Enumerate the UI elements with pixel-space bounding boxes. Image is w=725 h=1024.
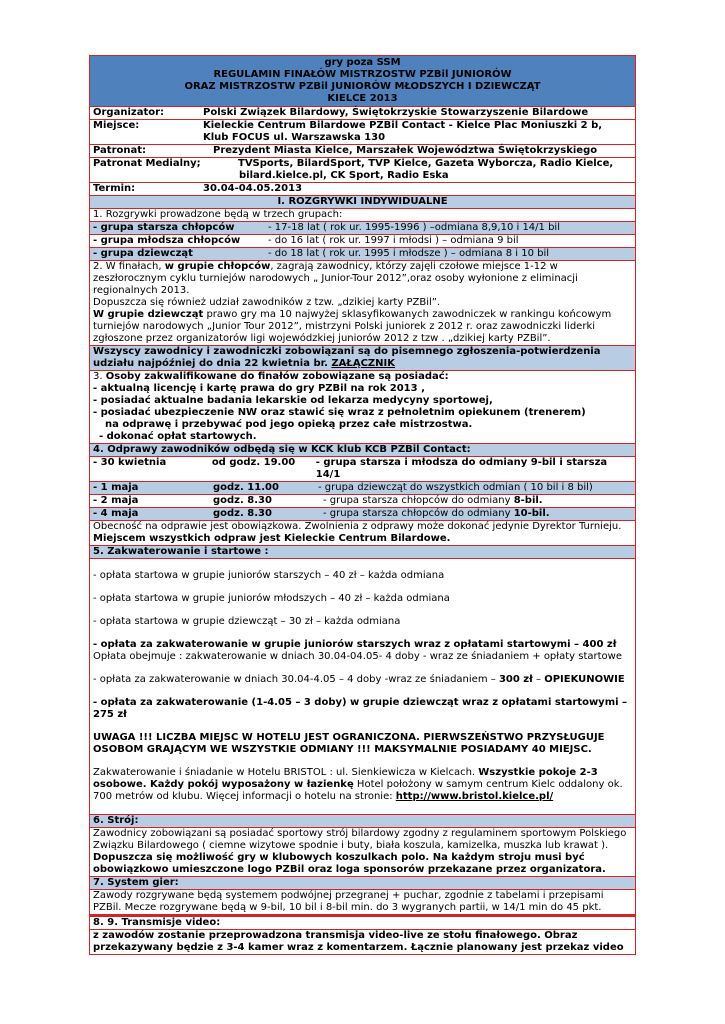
group-desc: - do 16 lat ( rok ur. 1997 i młodsi ) – odmiana 9 bil xyxy=(268,235,519,246)
media-patron-row xyxy=(89,158,636,183)
briefing-row xyxy=(89,508,636,521)
section-1-paragraph-2 xyxy=(89,261,636,346)
text: , zagrają zawodnicy, którzy zajęli czołowe miejsce 1-12 w zeszłorocznym cyklu turniejów narodowych „ Junior-Tour 2012”,oraz osoby wyłonione z eliminacji regionalnych 2013. xyxy=(93,261,578,296)
section-1-paragraph-3 xyxy=(89,371,636,444)
briefing-desc: 10-bil. xyxy=(513,508,550,519)
group-row xyxy=(89,248,636,261)
header-line-1: gry poza SSM xyxy=(324,57,401,68)
text: Wszystkie pokoje 2-3 osobowe. Każdy pokój wyposażony w łazienkę xyxy=(93,767,598,790)
organizer-label: Organizator: xyxy=(93,107,165,118)
regulations-document xyxy=(89,55,636,955)
warning-text: UWAGA !!! LICZBA MIEJSC W HOTELU JEST OGRANICZONA. PIERWSZEŃSTWO PRZYSŁUGUJE OSOBOM GRAJĄCYM WE WSZYSTKIE ODMIANY !!! MAKSYMALNIE POSIADAMY 40 MIEJSC. xyxy=(93,732,605,755)
text: w grupie chłopców xyxy=(164,261,271,272)
briefing-time: od godz. 19.00 xyxy=(211,457,296,468)
text: prawo gry ma 10 najwyżej sklasyfikowanych zawodniczek w rankingu końcowym turniejów narodowych „Junior Tour 2012”, mistrzyni Polski juniorek z 2012 r. oraz zawodniczki liderki zgłoszone przez organizatorów ligi wojewódzkiej juniorów 2012 z tzw . „dzikiej karty PZBil”. xyxy=(93,309,612,344)
text: - opłata za zakwaterowanie w dniach 30.04-4.05 – 4 doby -wraz ze śniadaniem – xyxy=(93,674,499,685)
accommodation-line: - opłata za zakwaterowanie (1-4.05 – 3 doby) w grupie dziewcząt wraz z opłatami startowymi – 275 zł xyxy=(93,697,628,720)
group-name: - grupa młodsza chłopców xyxy=(93,235,241,246)
place-row xyxy=(89,120,636,145)
text: Obecność na odprawie jest obowiązkowa. Zwolnienia z odprawy może dokonać jedynie Dyrektor Turnieju. xyxy=(93,521,622,532)
briefing-row xyxy=(89,482,636,495)
text: 300 zł xyxy=(498,674,533,685)
briefing-desc: - grupa dziewcząt do wszystkich odmian ( 10 bil i 8 bil) xyxy=(318,482,593,493)
list-item: na odprawę i przebywać pod jego opieką przez całe mistrzostwa. xyxy=(105,419,473,430)
text: 3. xyxy=(93,371,106,382)
patron-row xyxy=(89,145,636,158)
group-row xyxy=(89,222,636,235)
list-item: - posiadać aktualne badania lekarskie od lekarza medycyny sportowej, xyxy=(93,395,493,406)
organizer-row xyxy=(89,107,636,120)
briefing-time: godz. 11.00 xyxy=(213,482,279,493)
briefing-desc: 8-bil. xyxy=(513,495,543,506)
text: Zakwaterowanie i śniadanie w Hotelu BRISTOL : ul. Sienkiewicza w Kielcach. xyxy=(93,767,479,778)
hotel-link[interactable]: http://www.bristol.kielce.pl/ xyxy=(395,791,554,802)
fee-line: - opłata startowa w grupie dziewcząt – 30 zł – każda odmiana xyxy=(93,616,401,627)
term-value: 30.04-04.05.2013 xyxy=(203,183,303,194)
text: W grupie dziewcząt xyxy=(93,309,204,320)
briefing-desc: - grupa starsza chłopców do odmiany xyxy=(323,495,514,506)
section-1-title: I. ROZGRYWKI INDYWIDUALNE xyxy=(89,196,636,209)
group-name: - grupa starsza chłopców xyxy=(93,222,235,233)
registration-notice xyxy=(89,346,636,371)
text: 2. W finałach, xyxy=(93,261,165,272)
group-desc: - 17-18 lat ( rok ur. 1995-1996 ) –odmiana 8,9,10 i 14/1 bil xyxy=(268,222,560,233)
section-5-title: 5. Zakwaterowanie i startowe : xyxy=(89,546,636,559)
header-line-3: ORAZ MISTRZOSTW PZBil JUNIORÓW MŁODSZYCH I DZIEWCZĄT xyxy=(184,81,541,92)
briefing-desc: - grupa starsza chłopców do odmiany xyxy=(323,508,514,519)
media-label: Patronat Medialny; xyxy=(93,158,201,169)
header-line-2: REGULAMIN FINAŁÓW MISTRZOSTW PZBil JUNIORÓW xyxy=(213,69,512,80)
place-value-2: Klub FOCUS ul. Warszawska 130 xyxy=(203,132,386,143)
briefing-date: - 2 maja xyxy=(93,495,139,506)
section-8-body: z zawodów zostanie przeprowadzona transmisja video-live ze stołu finałowego. Obraz przekazywany będzie z 3-4 kamer wraz z komentarzem. Łącznie planowany jest przekaz video xyxy=(89,930,636,955)
accommodation-line: - opłata za zakwaterowanie w grupie juniorów starszych wraz z opłatami startowymi – 400 zł xyxy=(93,639,617,650)
text: Wszyscy zawodnicy i zawodniczki zobowiązani są do pisemnego zgłoszenia-potwierdzenia udziału najpóźniej do dnia 22 kwietnia br. xyxy=(93,346,601,369)
group-desc: - do 18 lat ( rok ur. 1995 i młodsze ) – odmiana 8 i 10 bil xyxy=(268,248,550,259)
group-row xyxy=(89,235,636,248)
media-value-1: TVSports, BilardSport, TVP Kielce, Gazeta Wyborcza, Radio Kielce, xyxy=(238,158,614,169)
text: Hotel położony w samym centrum Kielc oddalony ok. 700 metrów od klubu. Więcej informacji o hotelu na stronie: xyxy=(93,779,623,802)
fee-line: - opłata startowa w grupie juniorów starszych – 40 zł – każda odmiana xyxy=(93,570,445,581)
text: Dopuszcza się możliwość gry w klubowych koszulkach polo. Na każdym stroju musi być obowiązkowo umieszczone logo PZBil oraz loga sponsorów przekazane przez organizatora. xyxy=(93,852,606,875)
briefing-date: - 30 kwietnia xyxy=(93,457,167,468)
text: OPIEKUNOWIE xyxy=(544,674,625,685)
text: Osoby zakwalifikowane do finałów zobowiązane są posiadać: xyxy=(105,371,449,382)
place-value-1: Kieleckie Centrum Bilardowe PZBil Contact - Kielce Plac Moniuszki 2 b, xyxy=(203,120,603,131)
text: Zawodnicy zobowiązani są posiadać sportowy strój bilardowy zgodny z regulaminem sportowym Polskiego Związku Bilardowego ( ciemne wizytowe spodnie i buty, biała koszula, kamizelka, muszka lub krawat ). xyxy=(93,828,627,851)
document-header xyxy=(89,55,636,107)
text: Dopuszcza się również udział zawodników z tzw. „dzikiej karty PZBil”. xyxy=(93,297,441,308)
media-value-2: bilard.kielce.pl, CK Sport, Radio Eska xyxy=(239,170,449,181)
section-1-intro: 1. Rozgrywki prowadzone będą w trzech grupach: xyxy=(89,209,636,222)
accommodation-line xyxy=(93,674,632,686)
term-label: Termin: xyxy=(93,183,136,194)
header-line-4: KIELCE 2013 xyxy=(327,93,398,104)
hotel-info xyxy=(93,767,632,803)
briefing-date: - 4 maja xyxy=(93,508,139,519)
briefing-time: godz. 8.30 xyxy=(213,495,272,506)
patron-value: Prezydent Miasta Kielce, Marszałek Województwa Świętokrzyskiego xyxy=(213,145,598,156)
list-item: - dokonać opłat startowych. xyxy=(99,431,257,442)
section-6-title: 6. Strój: xyxy=(89,815,636,828)
briefing-note xyxy=(89,521,636,546)
briefing-row xyxy=(89,457,636,482)
list-item: - aktualną licencję i kartę prawa do gry PZBil na rok 2013 , xyxy=(93,383,425,394)
text: – xyxy=(532,674,545,685)
briefing-desc: - grupa starsza i młodsza do odmiany 9-bil i starsza 14/1 xyxy=(315,457,608,480)
list-item: - posiadać ubezpieczenie NW oraz stawić się wraz z pełnoletnim opiekunem (trenerem) xyxy=(93,407,586,418)
briefing-time: godz. 8.30 xyxy=(213,508,272,519)
briefing-date: - 1 maja xyxy=(93,482,139,493)
attachment-link[interactable]: ZAŁĄCZNIK xyxy=(331,358,396,369)
term-row xyxy=(89,183,636,196)
section-5-body xyxy=(89,559,636,815)
place-label: Miejsce: xyxy=(93,120,140,131)
briefing-row xyxy=(89,495,636,508)
text: Miejscem wszystkich odpraw jest Kieleckie Centrum Bilardowe. xyxy=(93,533,451,544)
section-8-title: 8. 9. Transmisje video: xyxy=(89,915,636,930)
accommodation-line: Opłata obejmuje : zakwaterowanie w dniach 30.04-04.05- 4 doby - wraz ze śniadaniem + opłaty startowe xyxy=(93,651,623,662)
patron-label: Patronat: xyxy=(93,145,147,156)
group-name: - grupa dziewcząt xyxy=(93,248,193,259)
section-4-title: 4. Odprawy zawodników odbędą się w KCK klub KCB PZBil Contact: xyxy=(89,444,636,457)
section-6-body xyxy=(89,828,636,877)
section-7-body: Zawody rozgrywane będą systemem podwójnej przegranej + puchar, zgodnie z tabelami i przepisami PZBil. Mecze rozgrywane będą w 9-bil, 10 bil i 8-bil min. do 3 wygranych partii, w 14/1 min do 45 pkt. xyxy=(89,890,636,915)
section-7-title: 7. System gier: xyxy=(89,877,636,890)
organizer-value: Polski Związek Bilardowy, Świętokrzyskie Stowarzyszenie Bilardowe xyxy=(203,107,589,118)
fee-line: - opłata startowa w grupie juniorów młodszych – 40 zł – każda odmiana xyxy=(93,593,450,604)
